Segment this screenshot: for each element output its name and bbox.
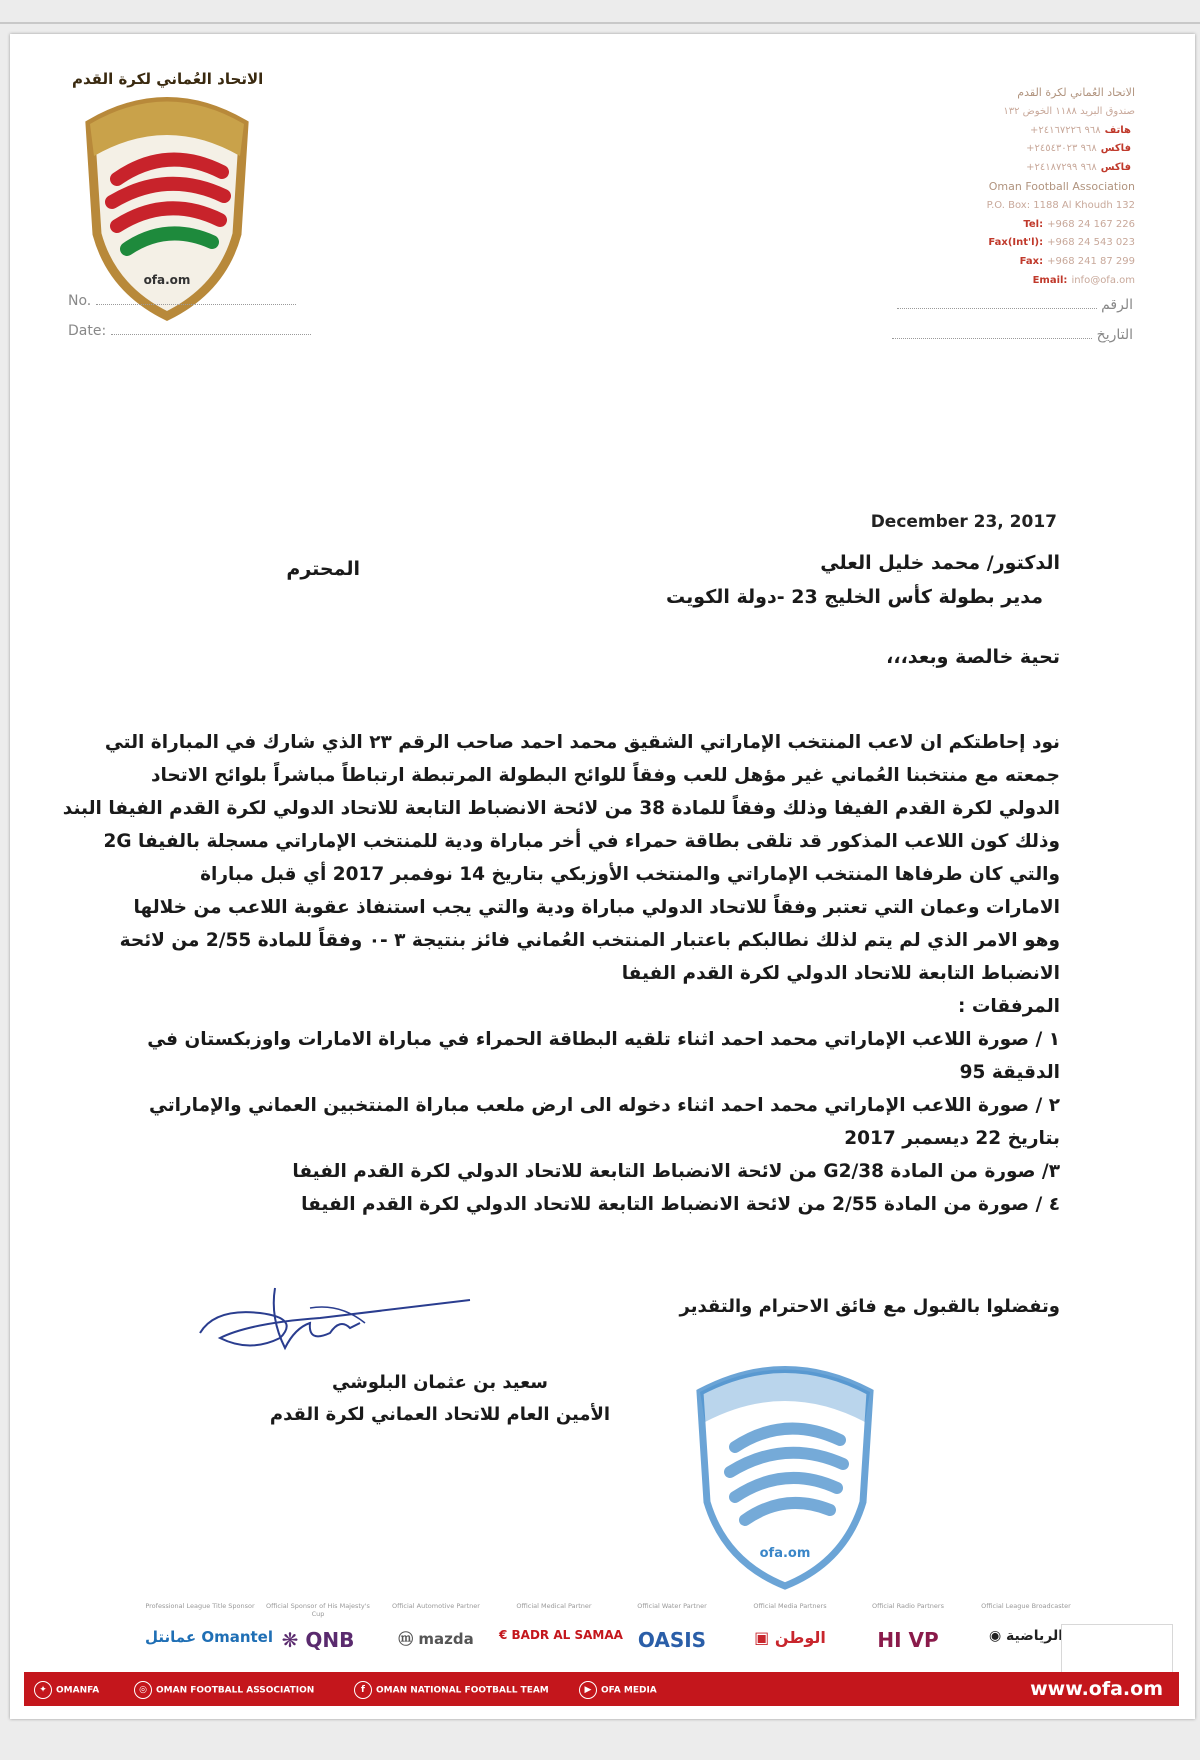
body-line: والتي كان طرفاها المنتخب الإماراتي والمنتخب الأوزبكي بتاريخ 14 نوفمبر 2017 أي قبل مباراة [200,864,1060,885]
recipient-honorific: المحترم [286,558,360,580]
fax2-ar: ٩٦٨ ٢٤١٨٧٢٩٩+ [1026,162,1097,174]
letter-body [62,726,1060,1221]
letter-page [10,34,1195,1719]
body-line: وذلك كون اللاعب المذكور قد تلقى بطاقة حمراء في أخر مباراة ودية للمنتخب الإماراتي مسجلة بالفيفا 2G [103,831,1060,852]
letter-date: December 23, 2017 [870,512,1057,532]
email-value: info@ofa.om [1071,274,1135,286]
footer-omanfa: ✦ OMANFA [34,1681,99,1699]
attachment-item: ٢ / صورة اللاعب الإماراتي محمد احمد اثناء دخوله الى ارض ملعب مباراة المنتخبين العماني والإماراتي [149,1095,1060,1116]
sponsor-broadcaster: Official League Broadcaster ◉ الرياضية [981,1602,1071,1644]
footer-url[interactable]: www.ofa.om [1030,1678,1163,1700]
fax-value: +968 24 543 023 [1047,237,1135,249]
footer-bar [24,1672,1179,1706]
body-line: وهو الامر الذي لم يتم لذلك نطالبكم باعتبار المنتخب العُماني فائز بنتيجة ٣ -٠ وفقاً للمادة 2/55 من لائحة [119,930,1060,951]
youtube-icon: ▶ [579,1681,597,1699]
closing-line: وتفضلوا بالقبول مع فائق الاحترام والتقدير [679,1296,1060,1317]
greeting: تحية خالصة وبعد،،، [886,646,1060,668]
ref-date-ar: التاريخ [892,326,1133,343]
attachment-item: الدقيقة 95 [959,1062,1060,1083]
ref-no-en: No. [68,292,296,309]
signer-title: الأمين العام للاتحاد العماني لكرة القدم [269,1404,611,1425]
attachment-item: ١ / صورة اللاعب الإماراتي محمد احمد اثناء تلقيه البطاقة الحمراء في مباراة الامارات واوزبكستان في [147,1029,1060,1050]
ref-date-en: Date: [68,322,311,339]
twitter-icon: ✦ [34,1681,52,1699]
body-line: جمعته مع منتخبنا العُماني غير مؤهل للعب وفقاً للوائح البطولة المرتبطة ارتباطاً مباشراً بلوائح الاتحاد [150,765,1060,786]
letterhead-address [775,84,1135,291]
sponsor-alwatan: Official Media Partners ▣ الوطن [753,1602,827,1647]
official-stamp [685,1352,885,1592]
pobox-en: P.O. Box: 1188 Al Khoudh 132 [986,199,1135,211]
fax2-value: +968 241 87 299 [1047,256,1135,268]
body-line: الانضباط التابعة للاتحاد الدولي لكرة القدم الفيفا [621,963,1060,984]
fax2-label: Fax: [1019,256,1044,268]
sponsor-omantel: Professional League Title Sponsor عمانتل Omantel [145,1602,273,1646]
phone-ar: ٩٦٨ ٢٤١٦٧٢٢٦+ [1029,124,1101,136]
attachment-item: ٤ / صورة من المادة 2/55 من لائحة الانضباط التابعة للاتحاد الدولي لكرة القدم الفيفا [301,1194,1060,1215]
stamp-site-text: ofa.om [759,1546,811,1561]
tel-value: +968 24 167 226 [1047,218,1135,230]
attachment-item: بتاريخ 22 ديسمبر 2017 [844,1128,1060,1149]
window-top-edge [0,22,1200,24]
fax-ar: ٩٦٨ ٢٤٥٤٣٠٢٣+ [1026,143,1097,155]
attachment-item: ٣/ صورة من المادة G2/38 من لائحة الانضباط التابعة للاتحاد الدولي لكرة القدم الفيفا [292,1161,1060,1182]
footer-instagram: ◎ OMAN FOOTBALL ASSOCIATION [134,1681,314,1699]
email-label: Email: [1032,274,1068,286]
recipient-name: الدكتور/ محمد خليل العلي [820,552,1060,574]
sponsor-mazda: Official Automotive Partner ⓜ mazda [392,1602,480,1648]
footer-youtube: ▶ OFA MEDIA [579,1681,657,1699]
sponsor-qnb: Official Sponsor of His Majesty's Cup ❋ QNB [266,1602,370,1652]
sponsors-row [145,1602,1185,1682]
ref-no-ar: الرقم [897,296,1133,313]
signature [190,1278,480,1368]
org-name-ar: الاتحاد العُماني لكرة القدم [1017,86,1135,99]
phone-label-ar: هاتف [1104,124,1131,136]
fax-label-ar: فاكس [1100,143,1131,155]
recipient-title: مدير بطولة كأس الخليج 23 -دولة الكويت [666,586,1043,608]
pobox-ar: صندوق البريد ١١٨٨ الخوض ١٣٢ [1003,105,1135,117]
sponsor-oasis: Official Water Partner OASIS [637,1602,707,1652]
body-line: الدولي لكرة القدم الفيفا وذلك وفقاً للمادة 38 من لائحة الانضباط التابعة للاتحاد الدولي لكرة القدم الفيفا البند [62,798,1060,819]
footer-facebook: f OMAN NATIONAL FOOTBALL TEAM [354,1681,549,1699]
sponsor-radio: Official Radio Partners HI VP [872,1602,944,1652]
sponsor-badr-al-samaa: Official Medical Partner € BADR AL SAMAA [499,1602,623,1642]
logo-site-text: ofa.om [143,273,191,287]
org-name-en: Oman Football Association [988,179,1135,193]
facebook-icon: f [354,1681,372,1699]
logo-arc-text: الاتحاد العُماني لكرة القدم [72,70,264,88]
fax2-label-ar: فاكس [1100,162,1131,174]
tel-label: Tel: [1023,218,1044,230]
fax-label: Fax(Int'l): [988,237,1044,249]
attachments-heading: المرفقات : [957,996,1060,1017]
ofa-logo [72,70,264,324]
body-line: نود إحاطتكم ان لاعب المنتخب الإماراتي الشقيق محمد احمد صاحب الرقم ٢٣ الذي شارك في المباراة التي [104,732,1060,753]
body-line: الامارات وعمان التي تعتبر وفقاً للاتحاد الدولي مباراة ودية والتي يجب استنفاذ عقوبة اللاعب من خلالها [133,897,1060,918]
signer-name: سعيد بن عثمان البلوشي [331,1372,549,1393]
instagram-icon: ◎ [134,1681,152,1699]
